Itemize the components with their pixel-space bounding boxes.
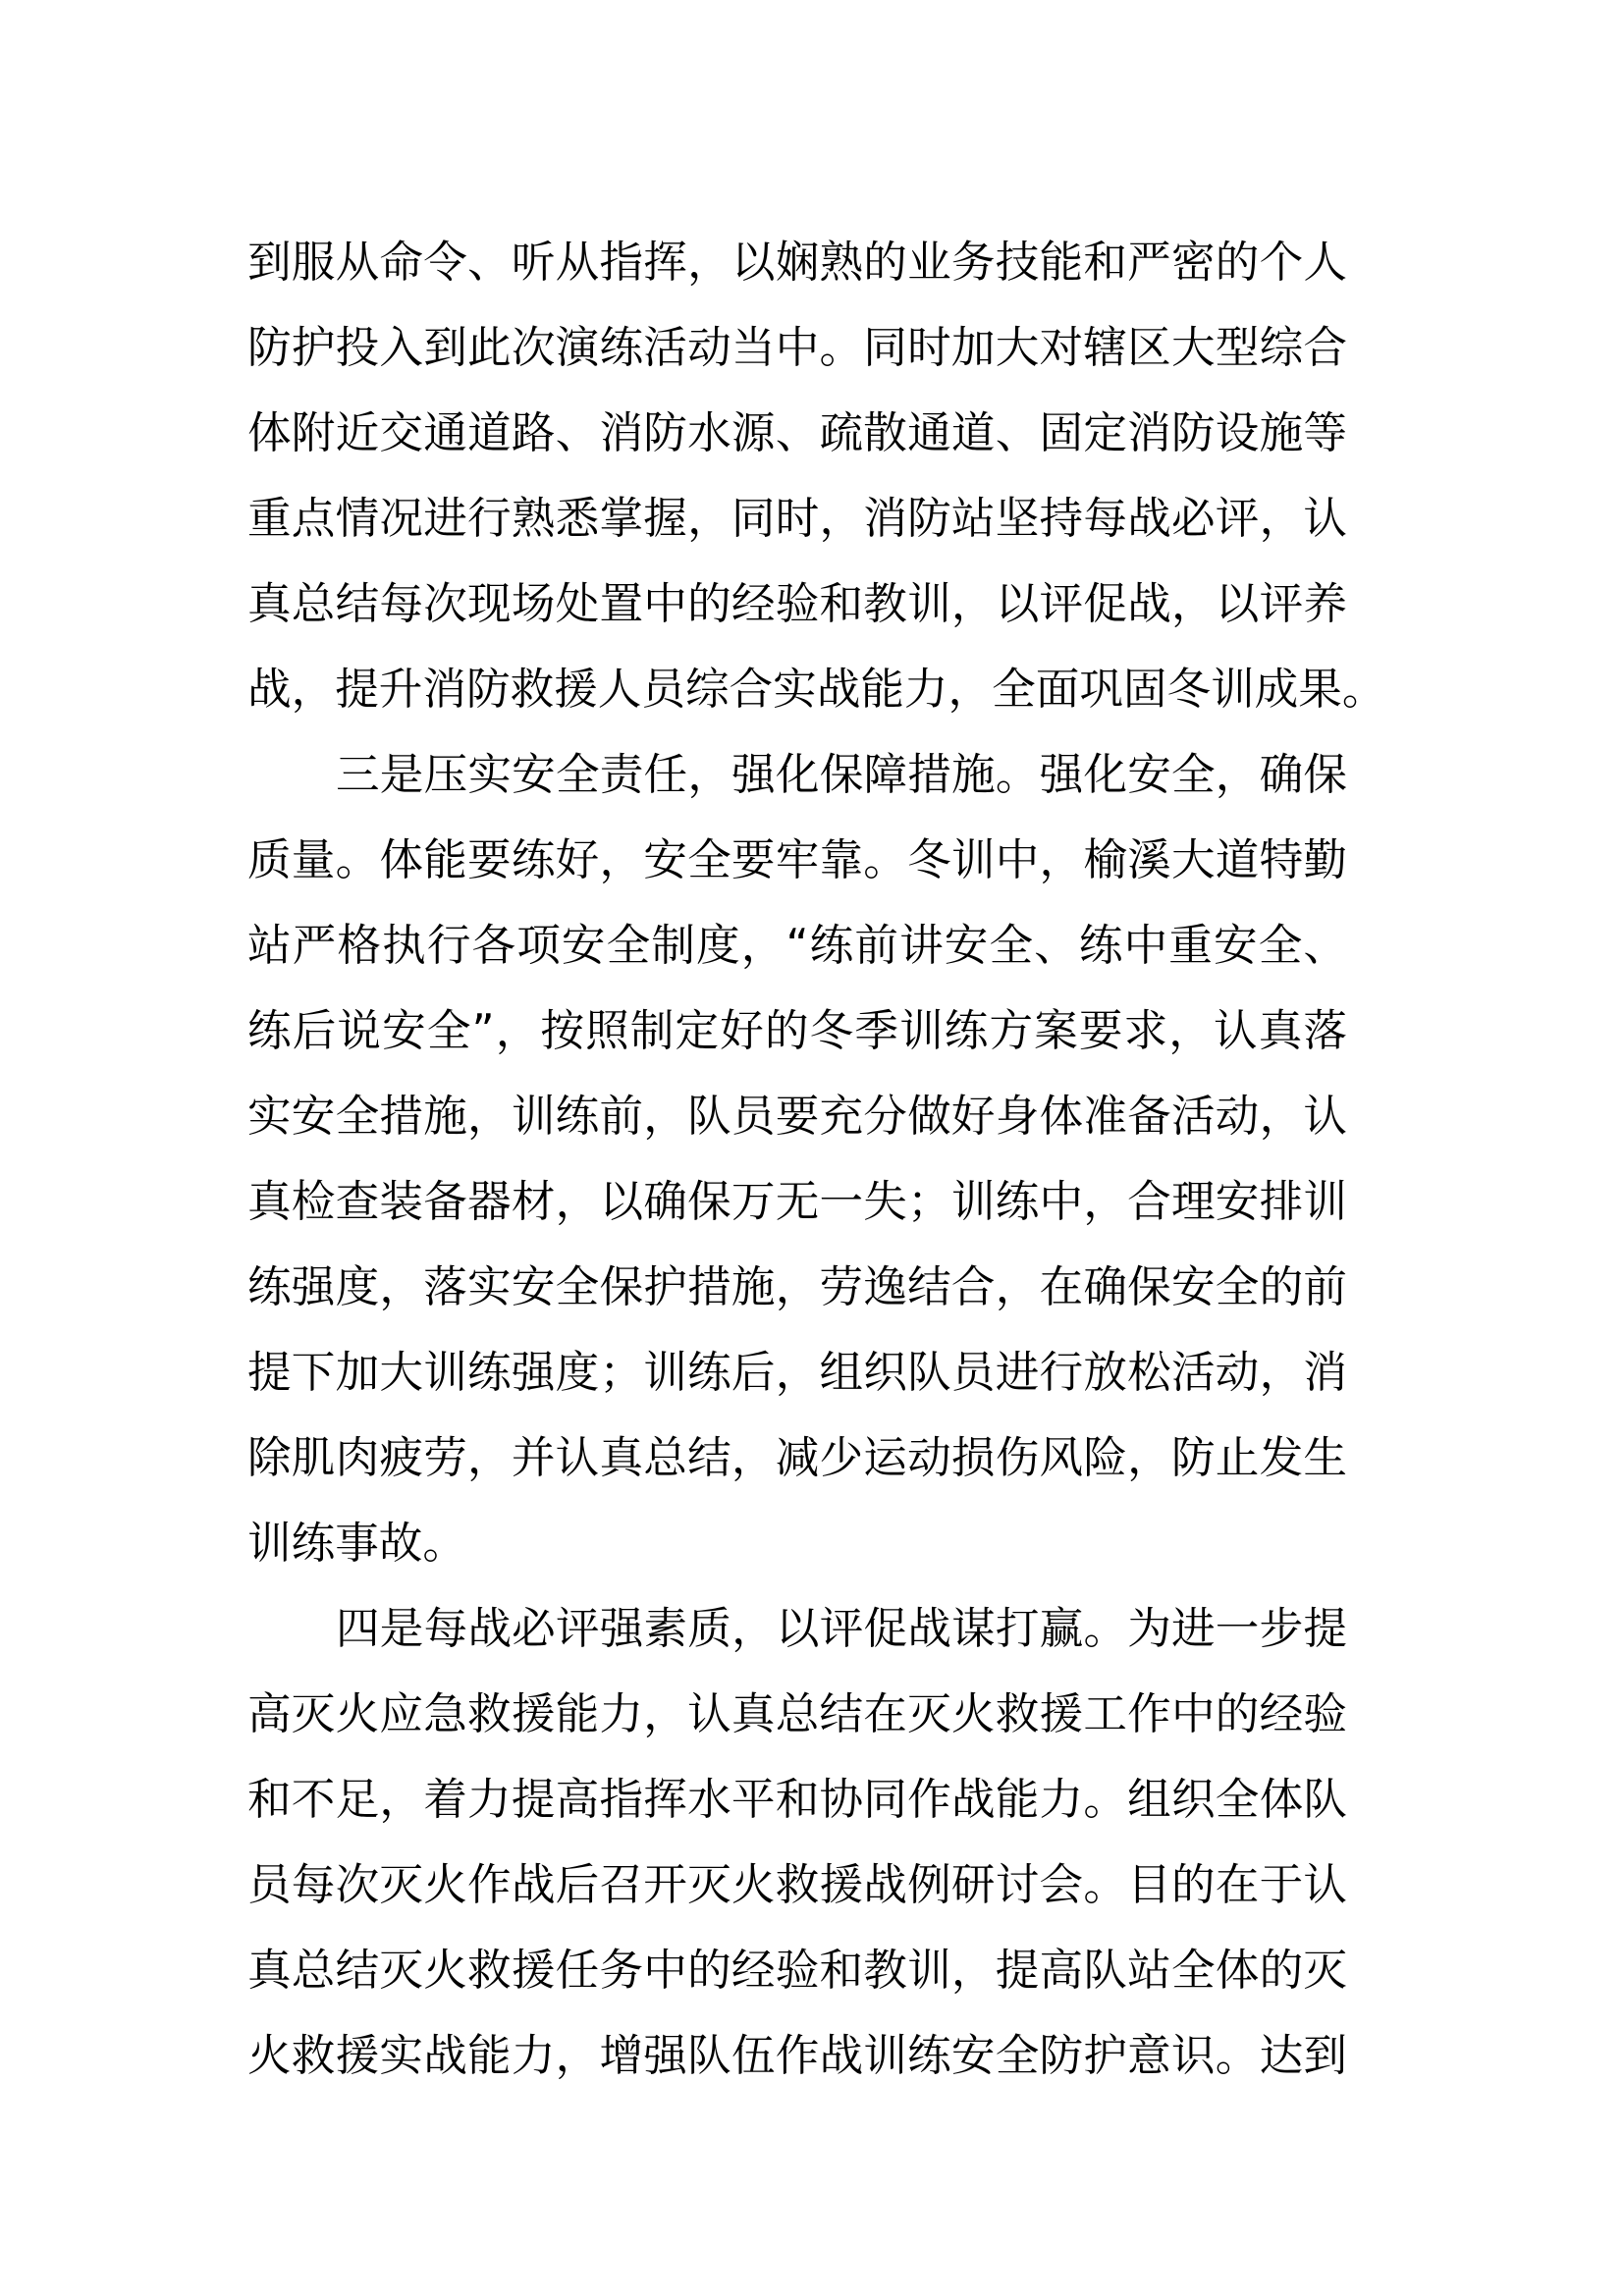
- paragraph: [247, 1586, 1347, 2099]
- text-line: 练强度，落实安全保护措施，劳逸结合，在确保安全的前: [247, 1261, 1347, 1312]
- text-line: 实安全措施，训练前，队员要充分做好身体准备活动，认: [247, 1091, 1347, 1142]
- text-line: 重点情况进行熟悉掌握，同时，消防站坚持每战必评，认: [247, 493, 1347, 544]
- text-line: 高灭火应急救援能力，认真总结在灭火救援工作中的经验: [247, 1688, 1347, 1739]
- text-line: 体附近交通道路、消防水源、疏散通道、固定消防设施等: [247, 407, 1347, 458]
- text-line: 到服从命令、听从指挥，以娴熟的业务技能和严密的个人: [247, 237, 1347, 288]
- text-line: 员每次灭火作战后召开灭火救援战例研讨会。目的在于认: [247, 1859, 1347, 1910]
- text-line: 站严格执行各项安全制度，“练前讲安全、练中重安全、: [247, 920, 1347, 971]
- body-text: [247, 220, 1386, 2099]
- text-line: 练后说安全”，按照制定好的冬季训练方案要求，认真落: [247, 1005, 1347, 1056]
- text-line: 防护投入到此次演练活动当中。同时加大对辖区大型综合: [247, 322, 1347, 373]
- text-line: 真检查装备器材，以确保万无一失；训练中，合理安排训: [247, 1176, 1347, 1227]
- paragraph: [247, 220, 1386, 732]
- text-line: 和不足，着力提高指挥水平和协同作战能力。组织全体队: [247, 1774, 1347, 1825]
- text-line: 三是压实安全责任，强化保障措施。强化安全，确保: [336, 749, 1347, 800]
- text-line: 质量。体能要练好，安全要牢靠。冬训中，榆溪大道特勤: [247, 834, 1347, 885]
- text-line: 训练事故。: [247, 1518, 466, 1569]
- text-line: 除肌肉疲劳，并认真总结，减少运动损伤风险，防止发生: [247, 1432, 1347, 1483]
- text-line: 真总结每次现场处置中的经验和教训，以评促战，以评养: [247, 578, 1347, 629]
- text-line: 真总结灭火救援任务中的经验和教训，提高队站全体的灭: [247, 1945, 1347, 1996]
- text-line: 火救援实战能力，增强队伍作战训练安全防护意识。达到: [247, 2030, 1347, 2081]
- text-line: 四是每战必评强素质，以评促战谋打赢。为进一步提: [336, 1603, 1347, 1654]
- text-line: 提下加大训练强度；训练后，组织队员进行放松活动，消: [247, 1347, 1347, 1398]
- paragraph: [247, 732, 1347, 1586]
- text-line: 战，提升消防救援人员综合实战能力，全面巩固冬训成果。: [247, 664, 1386, 715]
